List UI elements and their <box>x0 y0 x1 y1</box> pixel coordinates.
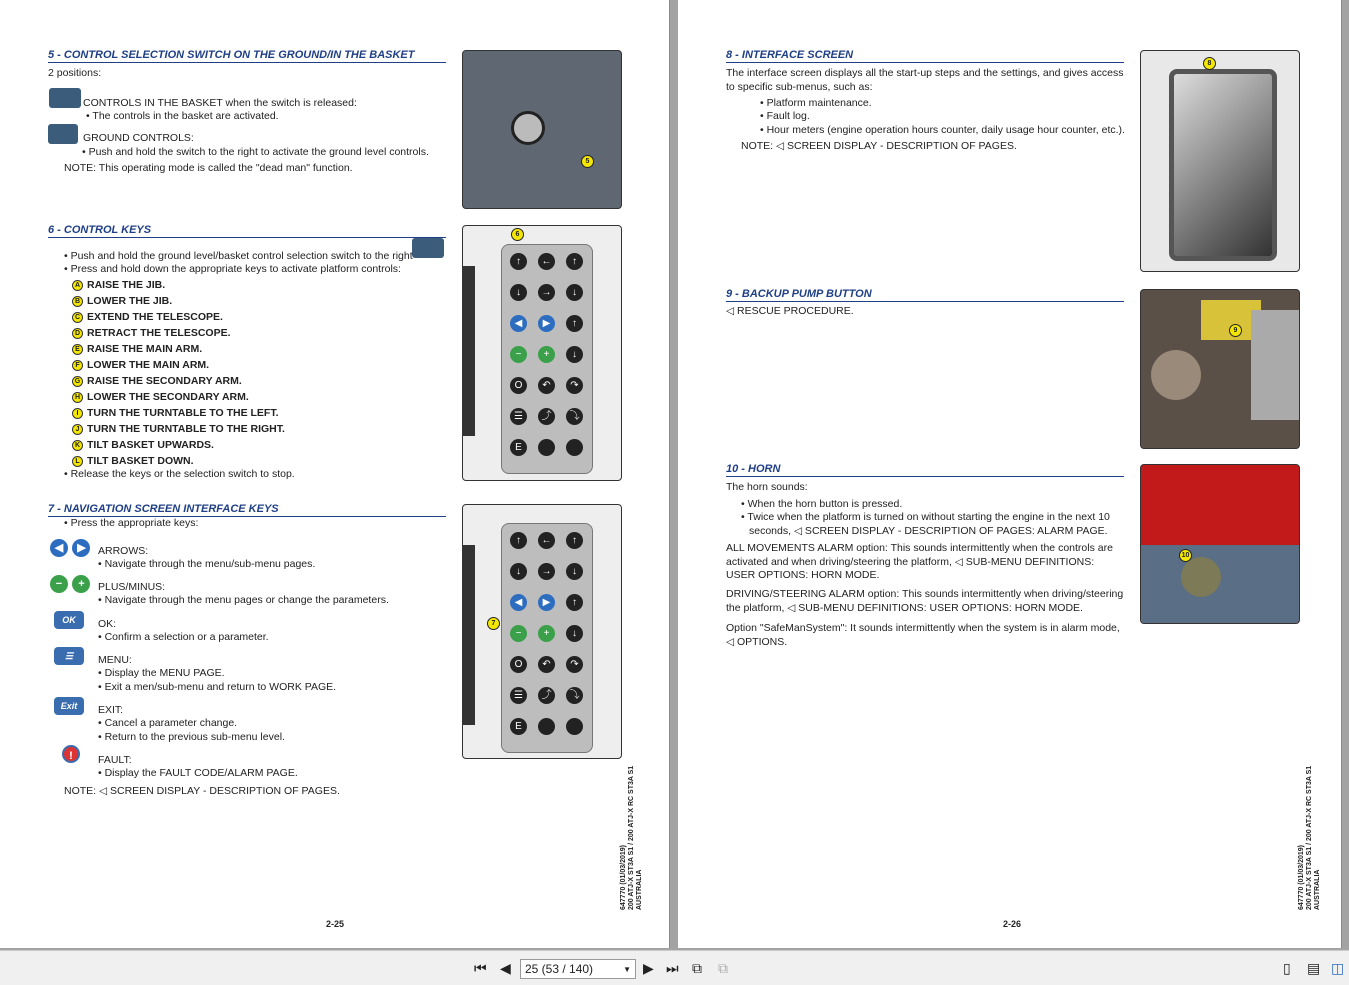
callout-7: 7 <box>487 617 500 630</box>
fault-label: FAULT: <box>98 754 132 766</box>
keypad-key: ↓ <box>510 284 527 301</box>
ground-switch-icon <box>412 238 444 258</box>
keypad-key: O <box>510 377 527 394</box>
keypad-key: → <box>538 284 555 301</box>
keypad-key: ↑ <box>566 315 583 332</box>
plus-minus-icon: − + <box>50 574 90 593</box>
keypad-key: ↓ <box>510 563 527 580</box>
ground-switch-icon <box>48 124 78 144</box>
keypad-key: ☰ <box>510 687 527 704</box>
keypad-key: ↑ <box>510 532 527 549</box>
plus-label: PLUS/MINUS: <box>98 581 166 593</box>
note-text: NOTE: ◁ SCREEN DISPLAY - DESCRIPTION OF PAGES. <box>64 785 340 797</box>
keypad-key: − <box>510 346 527 363</box>
section-8-title: 8 - INTERFACE SCREEN <box>726 49 1124 63</box>
keypad-key: ◀ <box>510 315 527 332</box>
control-key-item <box>72 279 165 293</box>
doc-footer: 647770 (01/03/2019) 200 ATJ-X ST3A S1 / 200 ATJ-X RC ST3A S1 AUSTRALIA <box>620 765 643 910</box>
key-letter-badge: L <box>72 456 83 467</box>
control-key-item <box>72 327 231 341</box>
exit-label: EXIT: <box>98 704 124 716</box>
basket-desc: • The controls in the basket are activated. <box>86 110 279 122</box>
switch-knob <box>511 111 545 145</box>
keypad <box>501 523 593 753</box>
key-action: TURN THE TURNTABLE TO THE LEFT. <box>87 407 279 419</box>
switch-photo <box>462 50 622 209</box>
chevron-down-icon: ▼ <box>623 965 631 974</box>
screen-edge <box>463 545 475 725</box>
keypad-key: ↓ <box>566 346 583 363</box>
paragraph: Option "SafeManSystem": It sounds intermittently when the system is in alarm mode, ◁ OPTIONS. <box>726 622 1120 648</box>
last-page-button[interactable]: ⏭ <box>666 960 679 976</box>
ground-label: GROUND CONTROLS: <box>83 132 194 144</box>
section-10-title: 10 - HORN <box>726 463 1124 477</box>
list-item: • Hour meters (engine operation hours counter, daily usage hour counter, etc.). <box>760 124 1125 136</box>
ground-desc: • Push and hold the switch to the right to activate the ground level controls. <box>82 146 429 158</box>
bullet-text: • Push and hold the ground level/basket control selection switch to the right <box>64 250 413 262</box>
fault-desc: • Display the FAULT CODE/ALARM PAGE. <box>98 767 298 779</box>
section-5-title: 5 - CONTROL SELECTION SWITCH ON THE GROUND/IN THE BASKET <box>48 49 446 63</box>
exit-icon: Exit <box>54 697 84 715</box>
keypad-key: ↶ <box>538 656 555 673</box>
keypad-key: ← <box>538 532 555 549</box>
arrow-keys-icon: ◀ ▶ <box>50 538 90 557</box>
key-letter-badge: D <box>72 328 83 339</box>
control-key-item <box>72 295 172 309</box>
keypad-key: ↓ <box>566 563 583 580</box>
viewer-toolbar <box>0 950 1349 985</box>
arrows-label: ARROWS: <box>98 545 149 557</box>
key-action: TILT BASKET UPWARDS. <box>87 439 214 451</box>
keypad-key <box>566 439 583 456</box>
control-key-item <box>72 407 279 421</box>
keypad-key: ← <box>538 253 555 270</box>
ok-label: OK: <box>98 618 117 630</box>
key-letter-badge: I <box>72 408 83 419</box>
navigation-keys-photo <box>462 504 622 759</box>
menu-label: MENU: <box>98 654 132 666</box>
key-letter-badge: J <box>72 424 83 435</box>
note-text: NOTE: ◁ SCREEN DISPLAY - DESCRIPTION OF PAGES. <box>741 140 1017 152</box>
paragraph: DRIVING/STEERING ALARM option: This sounds intermittently when driving/steering the platform, ◁ SUB-MENU DEFINITIONS: USER OPTIONS: HORN MODE. <box>726 588 1124 614</box>
plus-desc: • Navigate through the menu pages or change the parameters. <box>98 594 389 606</box>
intro-text: The interface screen displays all the start-up steps and the settings, and gives access to specific sub-menus, such as: <box>726 67 1124 93</box>
control-key-item <box>72 359 209 373</box>
page-number: 2-25 <box>326 919 345 929</box>
basket-switch-icon <box>49 88 81 108</box>
ok-desc: • Confirm a selection or a parameter. <box>98 631 269 643</box>
keypad-key: E <box>510 718 527 735</box>
section-9-title: 9 - BACKUP PUMP BUTTON <box>726 288 1124 302</box>
key-action: LOWER THE MAIN ARM. <box>87 359 210 371</box>
pump-panel <box>1251 310 1300 420</box>
key-letter-badge: E <box>72 344 83 355</box>
control-key-item <box>72 455 194 469</box>
key-letter-badge: F <box>72 360 83 371</box>
keypad-key <box>538 718 555 735</box>
keypad <box>501 244 593 474</box>
control-key-item <box>72 375 242 389</box>
interface-screen-photo <box>1140 50 1300 272</box>
key-action: RAISE THE JIB. <box>87 279 166 291</box>
backup-pump-photo <box>1140 289 1300 449</box>
key-action: LOWER THE SECONDARY ARM. <box>87 391 249 403</box>
page-number: 2-26 <box>1003 919 1022 929</box>
rescue-link-text: ◁ RESCUE PROCEDURE. <box>726 305 854 317</box>
key-action: LOWER THE JIB. <box>87 295 173 307</box>
keypad-key: + <box>538 625 555 642</box>
right-page <box>678 0 1342 948</box>
list-item: • Twice when the platform is turned on without starting the engine in the next 10 seconds, ◁ SCREEN DISPLAY - DESCRIPTION OF PAGES: ALARM PAGE. <box>741 511 1110 537</box>
control-key-item <box>72 311 223 325</box>
keypad-key: ↶ <box>538 377 555 394</box>
control-key-item <box>72 423 285 437</box>
keypad-key: ↓ <box>566 625 583 642</box>
positions-text: 2 positions: <box>48 67 102 79</box>
pump-motor <box>1151 350 1201 400</box>
list-item: • Platform maintenance. <box>760 97 872 109</box>
key-letter-badge: G <box>72 376 83 387</box>
callout-6: 6 <box>511 228 524 241</box>
single-page-view-icon[interactable]: ▯ <box>1283 960 1291 976</box>
keypad-key: ⤴ <box>538 687 555 704</box>
next-page-button[interactable]: ▶ <box>643 960 654 976</box>
key-letter-badge: C <box>72 312 83 323</box>
intro-text: The horn sounds: <box>726 481 808 493</box>
callout-8: 8 <box>1203 57 1216 70</box>
control-key-item <box>72 391 249 405</box>
two-page-view-icon[interactable]: ◫ <box>1331 960 1345 976</box>
list-item: • Fault log. <box>760 110 810 122</box>
bullet-text: • Press and hold down the appropriate keys to activate platform controls: <box>64 263 401 275</box>
menu-desc: • Display the MENU PAGE. <box>98 667 225 679</box>
horn-photo <box>1140 464 1300 624</box>
keypad-key: ◀ <box>510 594 527 611</box>
keypad-key: E <box>510 439 527 456</box>
key-action: RAISE THE MAIN ARM. <box>87 343 203 355</box>
screen <box>1169 69 1277 261</box>
paragraph: ALL MOVEMENTS ALARM option: This sounds intermittently when the controls are activated and when driving/steering the platform, ◁ SUB-MENU DEFINITIONS: USER OPTIONS: HORN MODE. <box>726 542 1113 581</box>
keypad-key: ↑ <box>510 253 527 270</box>
intro-text: • Press the appropriate keys: <box>64 517 199 529</box>
key-action: TILT BASKET DOWN. <box>87 455 194 467</box>
keypad-key: ▶ <box>538 315 555 332</box>
basket-label: CONTROLS IN THE BASKET when the switch is released: <box>83 97 357 109</box>
callout-5: 5 <box>581 155 594 168</box>
keypad-key: ☰ <box>510 408 527 425</box>
left-page <box>0 0 670 948</box>
keypad-key: ⤴ <box>538 408 555 425</box>
key-letter-badge: H <box>72 392 83 403</box>
section-6-title: 6 - CONTROL KEYS <box>48 224 446 238</box>
arrows-desc: • Navigate through the menu/sub-menu pages. <box>98 558 316 570</box>
key-letter-badge: K <box>72 440 83 451</box>
horn-connector <box>1181 557 1221 597</box>
keypad-key: ↓ <box>566 284 583 301</box>
doc-footer: 647770 (01/03/2019) 200 ATJ-X ST3A S1 / 200 ATJ-X RC ST3A S1 AUSTRALIA <box>1298 765 1321 910</box>
list-item: • When the horn button is pressed. <box>741 498 903 510</box>
keypad-key: ↑ <box>566 594 583 611</box>
key-action: RETRACT THE TELESCOPE. <box>87 327 231 339</box>
bullet-text: • Release the keys or the selection switch to stop. <box>64 468 295 480</box>
key-action: TURN THE TURNTABLE TO THE RIGHT. <box>87 423 285 435</box>
keypad-key <box>566 718 583 735</box>
keypad-key: ↷ <box>566 377 583 394</box>
keypad-key: ↑ <box>566 253 583 270</box>
keypad-key: ↷ <box>566 656 583 673</box>
first-page-button[interactable]: ⏮ <box>474 960 487 976</box>
section-7-title: 7 - NAVIGATION SCREEN INTERFACE KEYS <box>48 503 446 517</box>
page-select[interactable]: 25 (53 / 140) ▼ <box>520 959 636 979</box>
menu-icon: ☰ <box>54 647 84 665</box>
key-letter-badge: B <box>72 296 83 307</box>
go-back-icon[interactable]: ⧉ <box>692 960 702 976</box>
keypad-key <box>538 439 555 456</box>
key-letter-badge: A <box>72 280 83 291</box>
control-key-item <box>72 439 214 453</box>
control-key-item <box>72 343 202 357</box>
key-action: EXTEND THE TELESCOPE. <box>87 311 223 323</box>
callout-9: 9 <box>1229 324 1242 337</box>
previous-page-button[interactable]: ◀ <box>500 960 511 976</box>
keypad-key: + <box>538 346 555 363</box>
ok-icon: OK <box>54 611 84 629</box>
keypad-key: ▶ <box>538 594 555 611</box>
exit-desc: • Cancel a parameter change. <box>98 717 238 729</box>
menu-desc: • Exit a men/sub-menu and return to WORK PAGE. <box>98 681 337 693</box>
keypad-key: ⤵ <box>566 408 583 425</box>
fault-icon: ! <box>62 745 80 763</box>
key-action: RAISE THE SECONDARY ARM. <box>87 375 242 387</box>
note-dead-man: NOTE: This operating mode is called the "dead man" function. <box>64 162 353 174</box>
continuous-view-icon[interactable]: ▤ <box>1307 960 1321 976</box>
exit-desc: • Return to the previous sub-menu level. <box>98 731 285 743</box>
keypad-key: − <box>510 625 527 642</box>
keypad-key: ↑ <box>566 532 583 549</box>
keypad-key: ⤵ <box>566 687 583 704</box>
control-keys-photo <box>462 225 622 481</box>
keypad-key: O <box>510 656 527 673</box>
horn-lower <box>1141 545 1300 624</box>
keypad-key: → <box>538 563 555 580</box>
go-forward-icon[interactable]: ⧉ <box>718 960 728 976</box>
screen-edge <box>463 266 475 436</box>
callout-10: 10 <box>1179 549 1192 562</box>
